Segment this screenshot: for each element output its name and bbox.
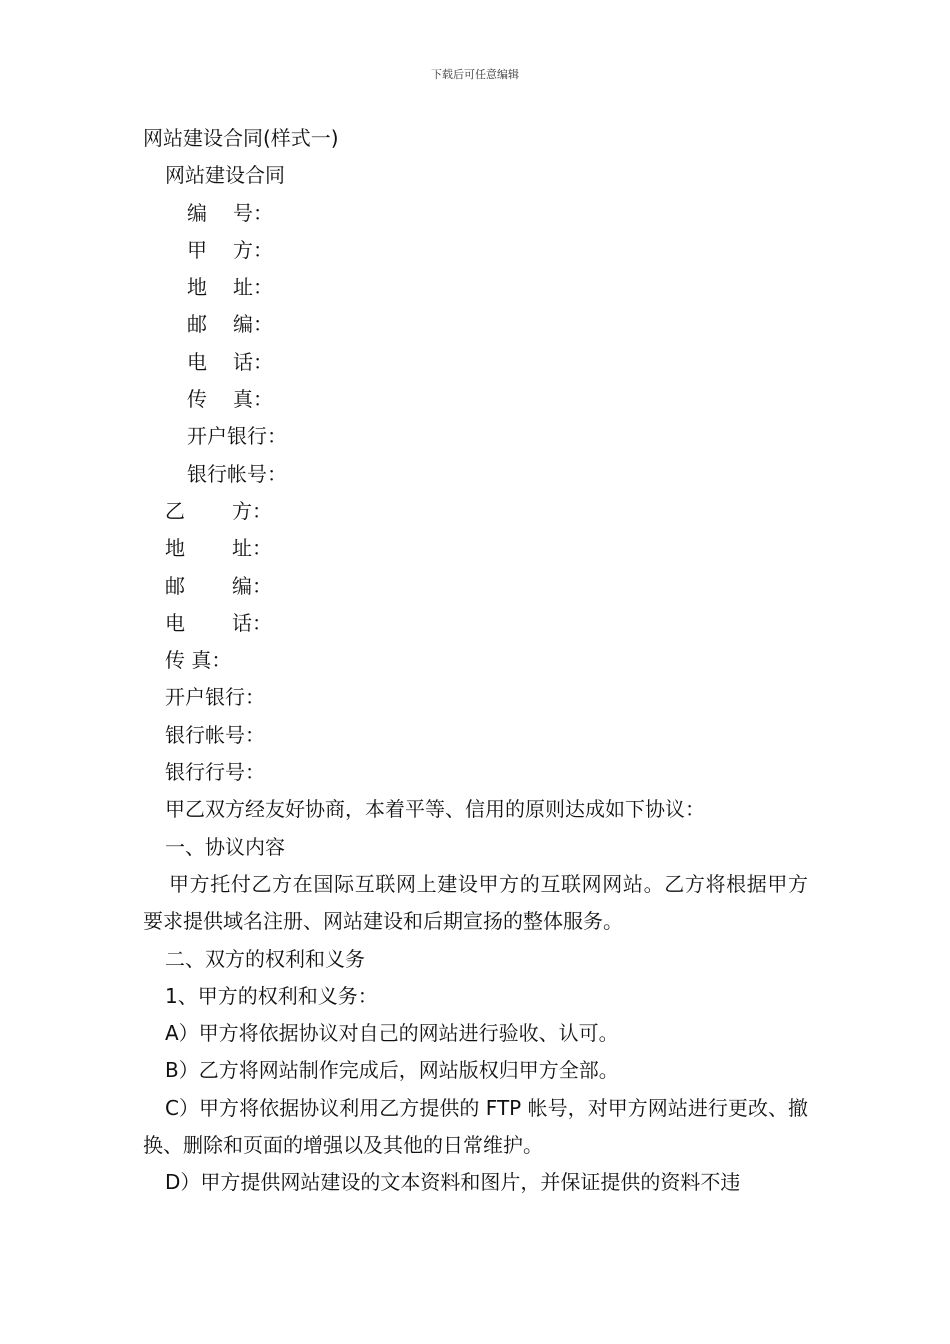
clause-a: A）甲方将依据协议对自己的网站进行验收、认可。: [165, 1021, 619, 1046]
party-a-bank-account: 银行帐号：: [187, 461, 287, 486]
section1-heading: 一、协议内容: [165, 834, 285, 859]
clause-c: C）甲方将依据协议利用乙方提供的 FTP 帐号，对甲方网站进行更改、撤换、删除和页面的增强以及其他的日常维护。: [143, 1095, 808, 1158]
party-b-bank-name: 开户银行：: [165, 685, 265, 710]
party-b-bank-account: 银行帐号：: [165, 722, 265, 747]
party-a-field-name: 甲 方：: [187, 237, 273, 262]
party-a-bank-name: 开户银行：: [187, 424, 287, 449]
section2-heading: 二、双方的权利和义务: [165, 946, 365, 971]
document-subtitle: 网站建设合同: [165, 163, 285, 188]
header-note: 下载后可任意编辑: [431, 68, 519, 81]
party-b-bank-code: 银行行号：: [165, 760, 265, 785]
party-b-field-phone: 电 话：: [165, 610, 272, 635]
contract-document: [143, 120, 808, 1202]
party-b-field-name: 乙 方：: [165, 498, 272, 523]
clause-d: D）甲方提供网站建设的文本资料和图片，并保证提供的资料不违: [165, 1170, 741, 1195]
section1-paragraph: 甲方托付乙方在国际互联网上建设甲方的互联网网站。乙方将根据甲方要求提供域名注册、网站建设和后期宣扬的整体服务。: [143, 871, 808, 934]
party-a-field-postcode: 邮 编：: [187, 312, 273, 337]
party-a-field-fax: 传 真：: [187, 387, 273, 412]
party-b-field-address: 地 址：: [165, 536, 272, 561]
party-a-field-number: 编 号：: [187, 200, 273, 225]
party-b-field-postcode: 邮 编：: [165, 573, 272, 598]
intro-paragraph: 甲乙双方经友好协商，本着平等、信用的原则达成如下协议：: [165, 797, 705, 822]
party-a-field-phone: 电 话：: [187, 349, 273, 374]
clause-b: B）乙方将网站制作完成后，网站版权归甲方全部。: [165, 1058, 619, 1083]
subsection1-heading: 1、甲方的权利和义务：: [165, 983, 378, 1008]
party-a-field-address: 地 址：: [187, 275, 273, 300]
party-b-fax: 传 真：: [165, 648, 232, 673]
document-title: 网站建设合同(样式一): [143, 126, 339, 150]
